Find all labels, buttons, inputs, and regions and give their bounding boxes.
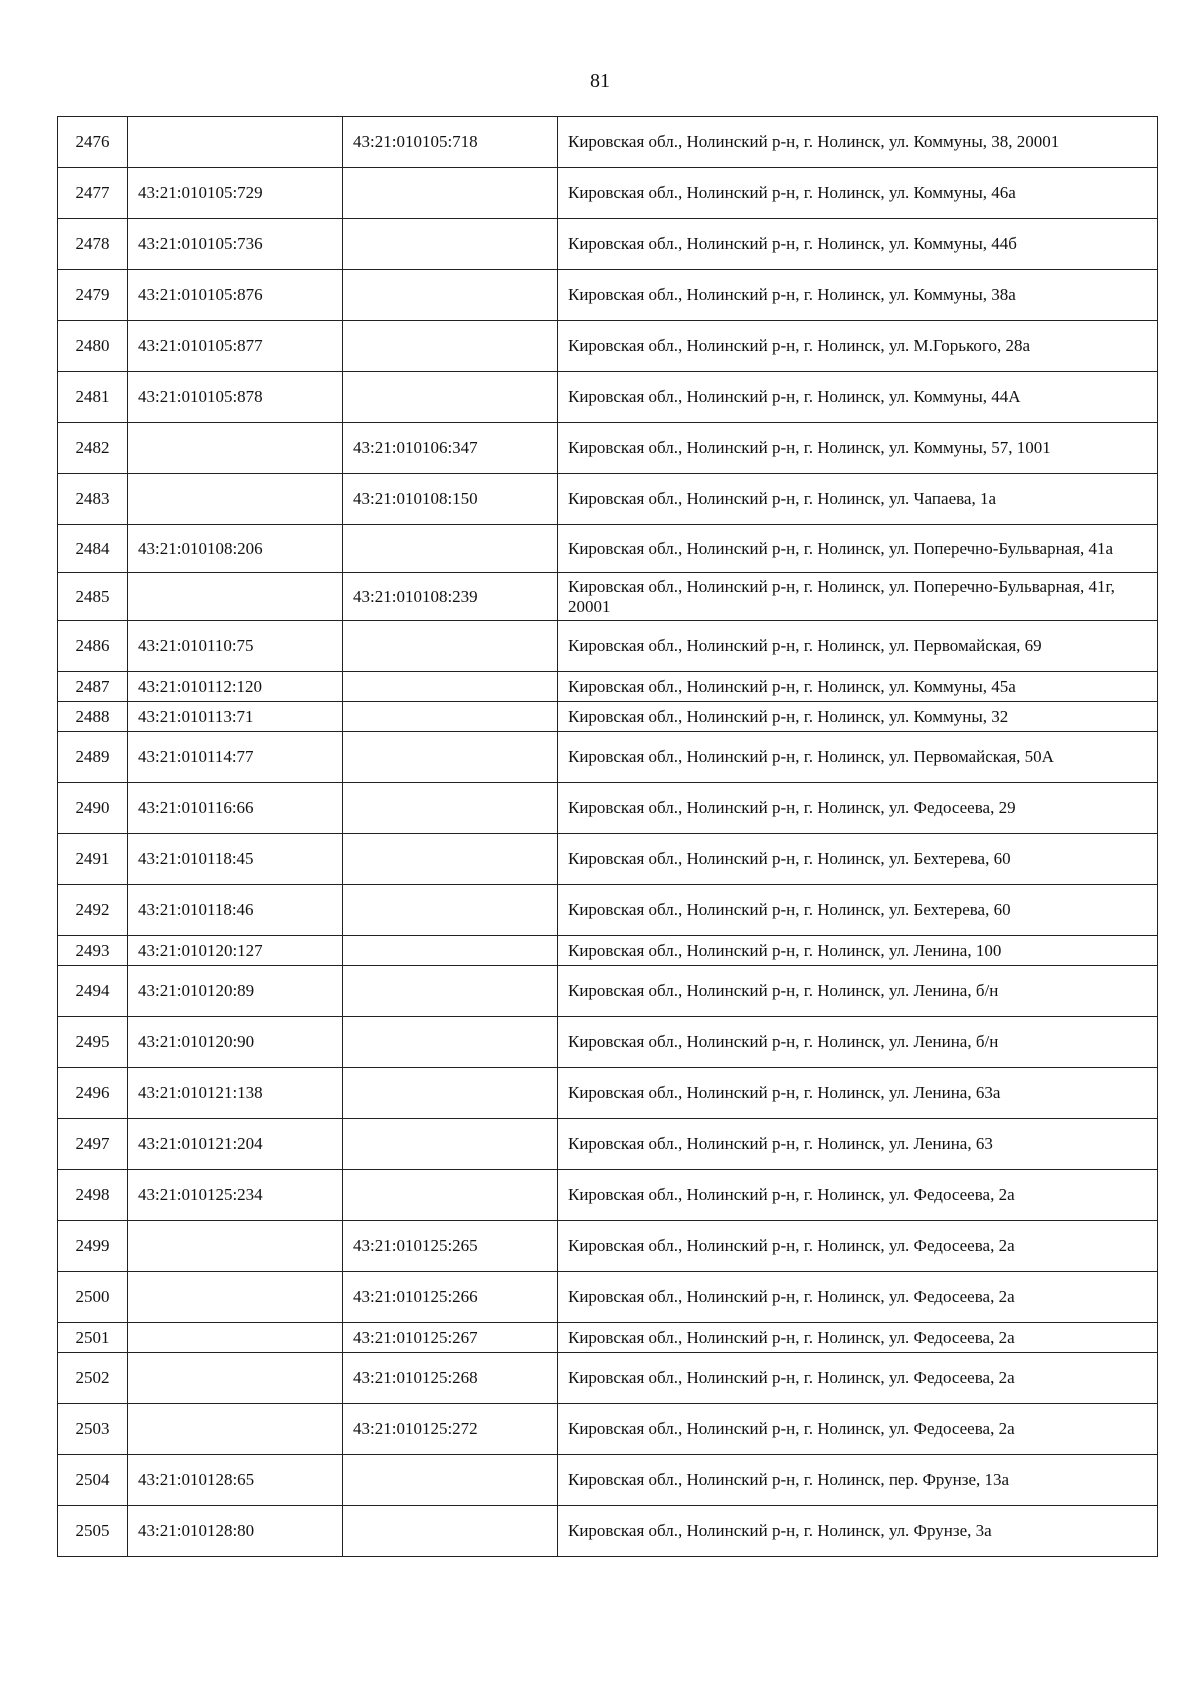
land-cadastral-number: 43:21:010120:90 xyxy=(128,1017,343,1068)
table-row xyxy=(58,1272,1158,1323)
table-row xyxy=(58,1404,1158,1455)
row-number: 2487 xyxy=(58,672,128,702)
building-cadastral-number xyxy=(343,1506,558,1557)
table-row xyxy=(58,270,1158,321)
row-number: 2485 xyxy=(58,573,128,621)
row-number: 2490 xyxy=(58,783,128,834)
table-row xyxy=(58,702,1158,732)
building-cadastral-number xyxy=(343,834,558,885)
table-row xyxy=(58,321,1158,372)
building-cadastral-number: 43:21:010105:718 xyxy=(343,117,558,168)
property-registry-table xyxy=(57,116,1158,1557)
land-cadastral-number: 43:21:010105:876 xyxy=(128,270,343,321)
table-row xyxy=(58,936,1158,966)
land-cadastral-number: 43:21:010128:65 xyxy=(128,1455,343,1506)
address-cell: Кировская обл., Нолинский р-н, г. Нолинск, ул. Поперечно-Бульварная, 41г, 20001 xyxy=(558,573,1158,621)
address-cell: Кировская обл., Нолинский р-н, г. Нолинск, ул. Федосеева, 2а xyxy=(558,1170,1158,1221)
building-cadastral-number xyxy=(343,936,558,966)
building-cadastral-number: 43:21:010125:266 xyxy=(343,1272,558,1323)
building-cadastral-number xyxy=(343,966,558,1017)
table-row xyxy=(58,168,1158,219)
row-number: 2491 xyxy=(58,834,128,885)
address-cell: Кировская обл., Нолинский р-н, г. Нолинск, ул. Федосеева, 2а xyxy=(558,1221,1158,1272)
table-row xyxy=(58,1170,1158,1221)
row-number: 2505 xyxy=(58,1506,128,1557)
building-cadastral-number xyxy=(343,1170,558,1221)
address-cell: Кировская обл., Нолинский р-н, г. Нолинск, ул. М.Горького, 28а xyxy=(558,321,1158,372)
table-row xyxy=(58,1455,1158,1506)
land-cadastral-number xyxy=(128,423,343,474)
land-cadastral-number: 43:21:010112:120 xyxy=(128,672,343,702)
land-cadastral-number: 43:21:010125:234 xyxy=(128,1170,343,1221)
address-cell: Кировская обл., Нолинский р-н, г. Нолинск, ул. Фрунзе, 3а xyxy=(558,1506,1158,1557)
table-row xyxy=(58,525,1158,573)
land-cadastral-number xyxy=(128,117,343,168)
address-cell: Кировская обл., Нолинский р-н, г. Нолинск, ул. Ленина, 63а xyxy=(558,1068,1158,1119)
table-row xyxy=(58,1119,1158,1170)
address-cell: Кировская обл., Нолинский р-н, г. Нолинск, ул. Бехтерева, 60 xyxy=(558,834,1158,885)
row-number: 2503 xyxy=(58,1404,128,1455)
land-cadastral-number: 43:21:010120:127 xyxy=(128,936,343,966)
land-cadastral-number: 43:21:010116:66 xyxy=(128,783,343,834)
table-row xyxy=(58,672,1158,702)
land-cadastral-number: 43:21:010108:206 xyxy=(128,525,343,573)
address-cell: Кировская обл., Нолинский р-н, г. Нолинск, ул. Коммуны, 32 xyxy=(558,702,1158,732)
table-row xyxy=(58,117,1158,168)
land-cadastral-number xyxy=(128,1323,343,1353)
land-cadastral-number xyxy=(128,1353,343,1404)
land-cadastral-number: 43:21:010105:729 xyxy=(128,168,343,219)
land-cadastral-number: 43:21:010114:77 xyxy=(128,732,343,783)
row-number: 2495 xyxy=(58,1017,128,1068)
page-number: 81 xyxy=(590,70,610,92)
building-cadastral-number xyxy=(343,1455,558,1506)
row-number: 2496 xyxy=(58,1068,128,1119)
building-cadastral-number xyxy=(343,372,558,423)
table-row xyxy=(58,783,1158,834)
building-cadastral-number: 43:21:010108:239 xyxy=(343,573,558,621)
address-cell: Кировская обл., Нолинский р-н, г. Нолинск, ул. Ленина, б/н xyxy=(558,1017,1158,1068)
land-cadastral-number xyxy=(128,573,343,621)
table-row xyxy=(58,219,1158,270)
land-cadastral-number: 43:21:010120:89 xyxy=(128,966,343,1017)
table-row xyxy=(58,372,1158,423)
row-number: 2484 xyxy=(58,525,128,573)
address-cell: Кировская обл., Нолинский р-н, г. Нолинск, ул. Коммуны, 38а xyxy=(558,270,1158,321)
table-row xyxy=(58,1353,1158,1404)
table-row xyxy=(58,474,1158,525)
building-cadastral-number: 43:21:010108:150 xyxy=(343,474,558,525)
building-cadastral-number xyxy=(343,732,558,783)
building-cadastral-number xyxy=(343,672,558,702)
table-row xyxy=(58,732,1158,783)
address-cell: Кировская обл., Нолинский р-н, г. Нолинск, ул. Коммуны, 38, 20001 xyxy=(558,117,1158,168)
building-cadastral-number xyxy=(343,321,558,372)
building-cadastral-number: 43:21:010125:268 xyxy=(343,1353,558,1404)
land-cadastral-number: 43:21:010128:80 xyxy=(128,1506,343,1557)
building-cadastral-number xyxy=(343,270,558,321)
row-number: 2500 xyxy=(58,1272,128,1323)
row-number: 2482 xyxy=(58,423,128,474)
building-cadastral-number: 43:21:010106:347 xyxy=(343,423,558,474)
land-cadastral-number: 43:21:010110:75 xyxy=(128,621,343,672)
address-cell: Кировская обл., Нолинский р-н, г. Нолинск, ул. Ленина, 63 xyxy=(558,1119,1158,1170)
address-cell: Кировская обл., Нолинский р-н, г. Нолинск, ул. Ленина, 100 xyxy=(558,936,1158,966)
address-cell: Кировская обл., Нолинский р-н, г. Нолинск, ул. Ленина, б/н xyxy=(558,966,1158,1017)
row-number: 2494 xyxy=(58,966,128,1017)
table-row xyxy=(58,885,1158,936)
table-row xyxy=(58,1323,1158,1353)
table-row xyxy=(58,966,1158,1017)
building-cadastral-number xyxy=(343,219,558,270)
table-row xyxy=(58,1221,1158,1272)
address-cell: Кировская обл., Нолинский р-н, г. Нолинск, ул. Первомайская, 50А xyxy=(558,732,1158,783)
table-body xyxy=(58,117,1158,1557)
address-cell: Кировская обл., Нолинский р-н, г. Нолинск, ул. Коммуны, 46а xyxy=(558,168,1158,219)
building-cadastral-number: 43:21:010125:265 xyxy=(343,1221,558,1272)
address-cell: Кировская обл., Нолинский р-н, г. Нолинск, ул. Бехтерева, 60 xyxy=(558,885,1158,936)
land-cadastral-number xyxy=(128,474,343,525)
building-cadastral-number xyxy=(343,1119,558,1170)
building-cadastral-number xyxy=(343,525,558,573)
table-row xyxy=(58,621,1158,672)
land-cadastral-number xyxy=(128,1272,343,1323)
table-row xyxy=(58,573,1158,621)
address-cell: Кировская обл., Нолинский р-н, г. Нолинск, ул. Федосеева, 2а xyxy=(558,1323,1158,1353)
table-row xyxy=(58,834,1158,885)
row-number: 2504 xyxy=(58,1455,128,1506)
address-cell: Кировская обл., Нолинский р-н, г. Нолинск, ул. Коммуны, 44б xyxy=(558,219,1158,270)
land-cadastral-number xyxy=(128,1221,343,1272)
row-number: 2501 xyxy=(58,1323,128,1353)
building-cadastral-number xyxy=(343,783,558,834)
land-cadastral-number: 43:21:010105:878 xyxy=(128,372,343,423)
row-number: 2497 xyxy=(58,1119,128,1170)
land-cadastral-number: 43:21:010105:877 xyxy=(128,321,343,372)
row-number: 2489 xyxy=(58,732,128,783)
row-number: 2498 xyxy=(58,1170,128,1221)
address-cell: Кировская обл., Нолинский р-н, г. Нолинск, ул. Коммуны, 45а xyxy=(558,672,1158,702)
address-cell: Кировская обл., Нолинский р-н, г. Нолинск, ул. Коммуны, 57, 1001 xyxy=(558,423,1158,474)
address-cell: Кировская обл., Нолинский р-н, г. Нолинск, ул. Федосеева, 2а xyxy=(558,1272,1158,1323)
land-cadastral-number: 43:21:010118:45 xyxy=(128,834,343,885)
row-number: 2493 xyxy=(58,936,128,966)
building-cadastral-number xyxy=(343,168,558,219)
building-cadastral-number xyxy=(343,1017,558,1068)
address-cell: Кировская обл., Нолинский р-н, г. Нолинск, ул. Коммуны, 44А xyxy=(558,372,1158,423)
row-number: 2479 xyxy=(58,270,128,321)
row-number: 2502 xyxy=(58,1353,128,1404)
land-cadastral-number: 43:21:010113:71 xyxy=(128,702,343,732)
row-number: 2492 xyxy=(58,885,128,936)
address-cell: Кировская обл., Нолинский р-н, г. Нолинск, ул. Поперечно-Бульварная, 41а xyxy=(558,525,1158,573)
row-number: 2477 xyxy=(58,168,128,219)
land-cadastral-number: 43:21:010118:46 xyxy=(128,885,343,936)
table-row xyxy=(58,1017,1158,1068)
address-cell: Кировская обл., Нолинский р-н, г. Нолинск, ул. Федосеева, 2а xyxy=(558,1404,1158,1455)
row-number: 2478 xyxy=(58,219,128,270)
building-cadastral-number: 43:21:010125:272 xyxy=(343,1404,558,1455)
land-cadastral-number: 43:21:010105:736 xyxy=(128,219,343,270)
land-cadastral-number: 43:21:010121:204 xyxy=(128,1119,343,1170)
row-number: 2476 xyxy=(58,117,128,168)
row-number: 2483 xyxy=(58,474,128,525)
row-number: 2499 xyxy=(58,1221,128,1272)
building-cadastral-number xyxy=(343,1068,558,1119)
building-cadastral-number: 43:21:010125:267 xyxy=(343,1323,558,1353)
address-cell: Кировская обл., Нолинский р-н, г. Нолинск, ул. Первомайская, 69 xyxy=(558,621,1158,672)
row-number: 2488 xyxy=(58,702,128,732)
land-cadastral-number: 43:21:010121:138 xyxy=(128,1068,343,1119)
address-cell: Кировская обл., Нолинский р-н, г. Нолинск, ул. Федосеева, 29 xyxy=(558,783,1158,834)
address-cell: Кировская обл., Нолинский р-н, г. Нолинск, ул. Чапаева, 1а xyxy=(558,474,1158,525)
row-number: 2480 xyxy=(58,321,128,372)
address-cell: Кировская обл., Нолинский р-н, г. Нолинск, пер. Фрунзе, 13а xyxy=(558,1455,1158,1506)
building-cadastral-number xyxy=(343,702,558,732)
building-cadastral-number xyxy=(343,885,558,936)
table-row xyxy=(58,423,1158,474)
land-cadastral-number xyxy=(128,1404,343,1455)
table-row xyxy=(58,1068,1158,1119)
table-row xyxy=(58,1506,1158,1557)
row-number: 2481 xyxy=(58,372,128,423)
address-cell: Кировская обл., Нолинский р-н, г. Нолинск, ул. Федосеева, 2а xyxy=(558,1353,1158,1404)
row-number: 2486 xyxy=(58,621,128,672)
building-cadastral-number xyxy=(343,621,558,672)
